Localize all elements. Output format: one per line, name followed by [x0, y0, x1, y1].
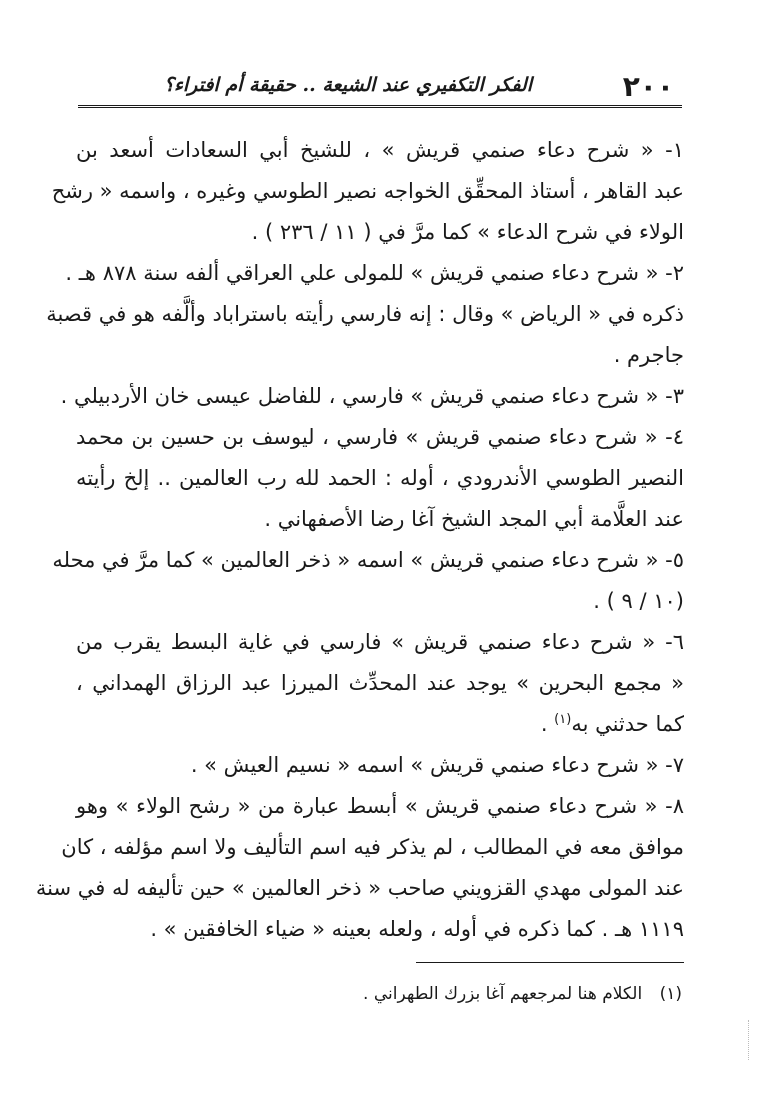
- scan-edge-marks: [748, 1020, 751, 1060]
- entry-line: « مجمع البحرين » يوجد عند المحدِّث الميرزا عبد الرزاق الهمداني ،: [76, 671, 684, 695]
- entry-line: ٧- « شرح دعاء صنمي قريش » اسمه « نسيم العيش » .: [190, 753, 684, 777]
- entry-line: ١- « شرح دعاء صنمي قريش » ، للشيخ أبي السعادات أسعد بن: [76, 138, 684, 162]
- entry-line-text: كما حدثني به: [571, 712, 684, 736]
- entry-line: موافق معه في المطالب ، لم يذكر فيه اسم التأليف ولا اسم مؤلفه ، كان: [61, 835, 684, 859]
- entry-8: [35, 786, 684, 950]
- entry-line: عبد القاهر ، أستاذ المحقِّق الخواجه نصير الطوسي وغيره ، واسمه « رشح: [51, 179, 684, 203]
- running-title: الفكر التكفيري عند الشيعة .. حقيقة أم افتراء؟: [163, 74, 532, 96]
- entry-line: جاجرم .: [613, 343, 684, 367]
- entry-2: [46, 253, 684, 376]
- entry-line-with-footnote: [76, 704, 684, 745]
- entry-line: ٢- « شرح دعاء صنمي قريش » للمولى علي العراقي ألفه سنة ٨٧٨ هـ .: [65, 261, 684, 285]
- entry-line: ٦- « شرح دعاء صنمي قريش » فارسي في غاية البسط يقرب من: [76, 630, 684, 654]
- entry-line: ذكره في « الرياض » وقال : إنه فارسي رأيته باستراباد وألَّفه هو في قصبة: [46, 302, 684, 326]
- entry-line: ٨- « شرح دعاء صنمي قريش » أبسط عبارة من « رشح الولاء » وهو: [76, 794, 684, 818]
- entry-3: [60, 376, 684, 417]
- entry-line: ٣- « شرح دعاء صنمي قريش » فارسي ، للفاضل عيسى خان الأردبيلي .: [60, 384, 684, 408]
- entry-line-tail: .: [540, 712, 555, 736]
- page-number: ٢٠٠: [622, 70, 674, 103]
- footnote-separator: [416, 962, 684, 963]
- entry-line: ٤- « شرح دعاء صنمي قريش » فارسي ، ليوسف بن حسين بن محمد: [76, 425, 684, 449]
- header-rule: [78, 105, 682, 108]
- page-header: [78, 68, 682, 108]
- entry-1: [51, 130, 684, 253]
- entry-line: الولاء في شرح الدعاء » كما مرَّ في ( ١١ / ٢٣٦ ) .: [251, 220, 684, 244]
- entry-4: [76, 417, 684, 540]
- entry-line: (١٠ / ٩ ) .: [593, 589, 684, 613]
- entry-line: ٥- « شرح دعاء صنمي قريش » اسمه « ذخر العالمين » كما مرَّ في محله: [52, 548, 684, 572]
- entry-line: النصير الطوسي الأندرودي ، أوله : الحمد لله رب العالمين .. إلخ رأيته: [76, 466, 684, 490]
- footnote-text: الكلام هنا لمرجعهم آغا بزرك الطهراني .: [363, 984, 643, 1004]
- body-text: [35, 130, 684, 950]
- entry-5: [52, 540, 684, 622]
- entry-6: [76, 622, 684, 745]
- footnote: [363, 984, 682, 1004]
- entry-line: عند العلَّامة أبي المجد الشيخ آغا رضا الأصفهاني .: [264, 507, 684, 531]
- entry-line: ١١١٩ هـ . كما ذكره في أوله ، ولعله بعينه « ضياء الخافقين » .: [150, 917, 684, 941]
- entry-line: عند المولى مهدي القزويني صاحب « ذخر العالمين » حين تأليفه له في سنة: [35, 876, 684, 900]
- entry-7: [76, 745, 684, 786]
- footnote-reference[interactable]: (١): [554, 712, 572, 727]
- footnote-marker: (١): [659, 984, 682, 1004]
